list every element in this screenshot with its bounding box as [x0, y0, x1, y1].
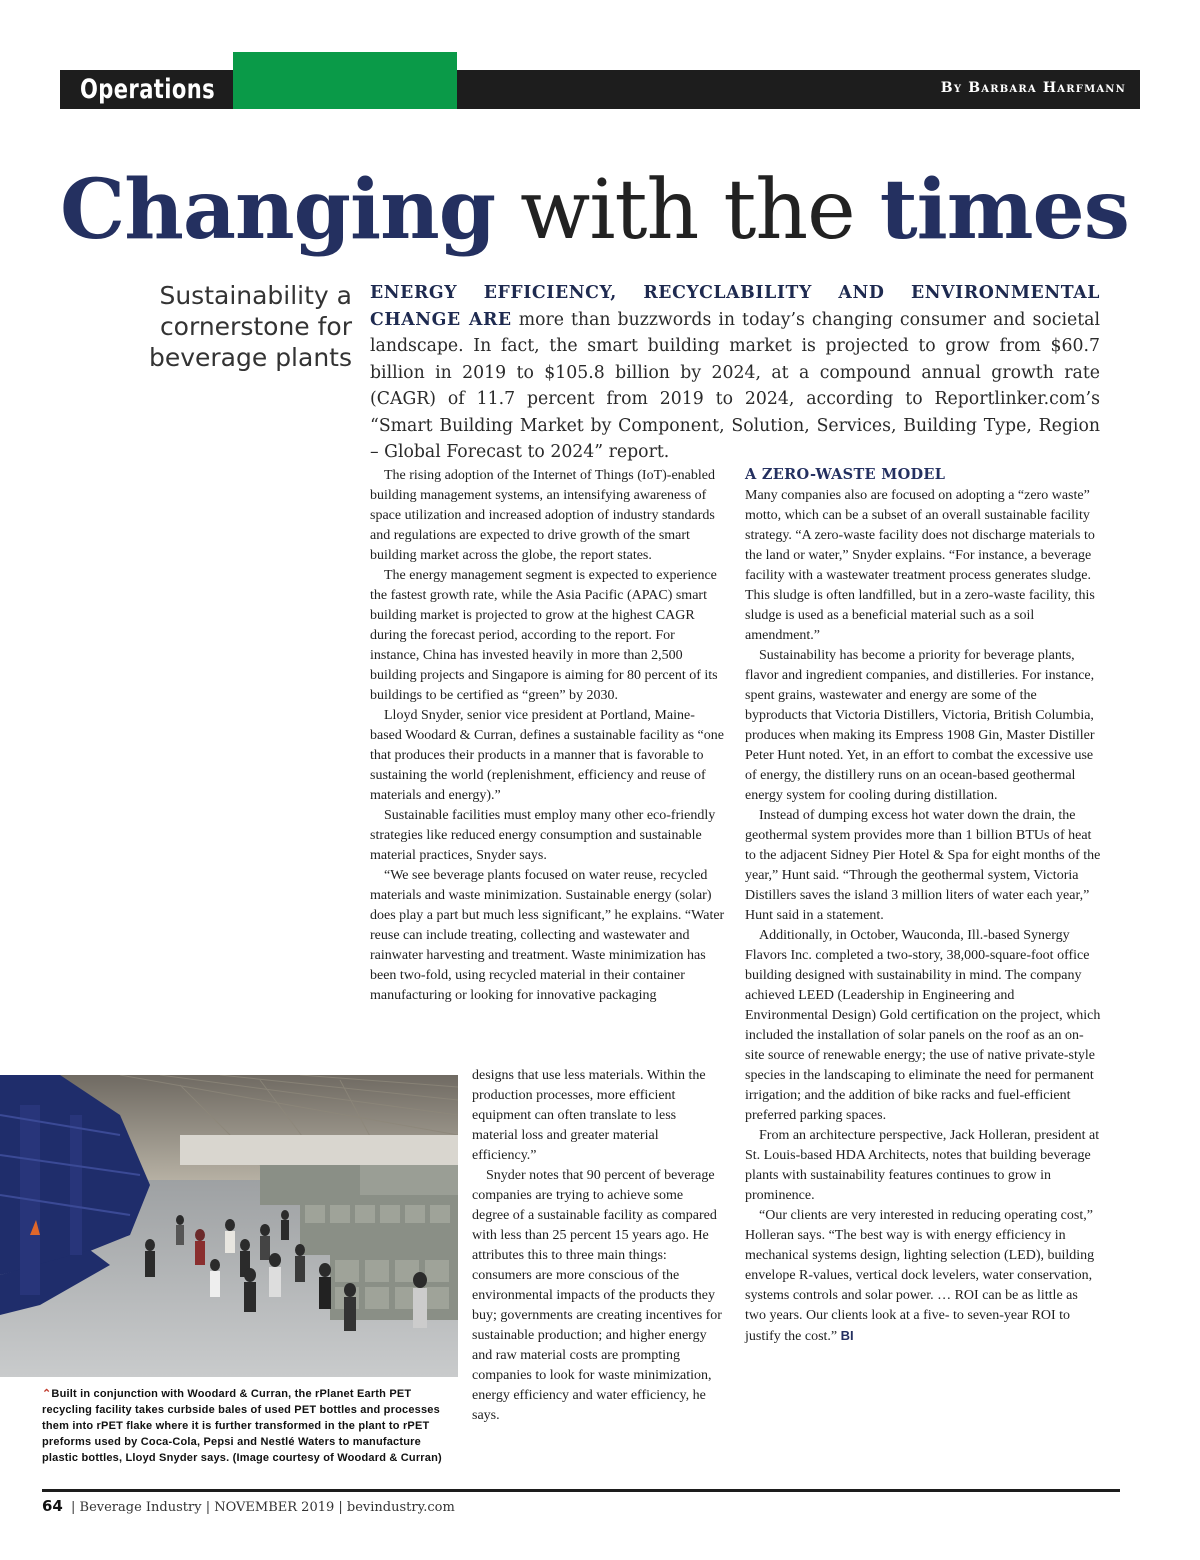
intro-paragraph — [370, 280, 1100, 466]
paragraph: The energy management segment is expected to experience the fastest growth rate, while the Asia Pacific (APAC) smart building market is projected to grow at the highest CAGR during the forecast period, according to the report. For instance, China has invested heavily in more than 2,500 building projects and Singapore is aiming for 80 percent of its buildings to be certified as “green” by 2030. — [370, 568, 718, 703]
paragraph-text: “Our clients are very interested in reducing operating cost,” Holleran says. “The best way is with energy efficiency in mechanical systems design, lighting selection (LED), building envelope R-values, vertical dock levelers, water conservation, systems controls and solar power. … ROI can be as little as two years. Our clients look at a five- to seven-year ROI to justify the cost.” — [745, 1208, 1095, 1344]
article-subtitle: Sustainability a cornerstone for beverage plants — [148, 281, 352, 372]
footer-publication: | Beverage Industry | NOVEMBER 2019 | bevindustry.com — [71, 1500, 455, 1515]
paragraph — [745, 1206, 1101, 1347]
paragraph: Instead of dumping excess hot water down the drain, the geothermal system provides more than 1 billion BTUs of heat to the adjacent Sidney Pier Hotel & Spa for eight months of the year,” Hunt said. “Through the geothermal system, Victoria Distillers saves the island 3 million liters of water each year,” Hunt said in a statement. — [745, 808, 1101, 923]
paragraph: Additionally, in October, Wauconda, Ill.-based Synergy Flavors Inc. completed a two-story, 38,000-square-foot office building designed with sustainability in mind. The company achieved LEED (Leadership in Engineering and Environmental Design) Gold certification on the project, which included the installation of solar panels on the roof as an on-site source of renewable energy; the use of native private-style species in the landscaping to eliminate the need for permanent irrigation; and the addition of bike racks and fuel-efficient preferred parking spaces. — [745, 928, 1101, 1123]
title-part-with-the: with the — [495, 163, 880, 258]
body-column-3 — [745, 466, 1101, 1347]
title-part-times: times — [879, 162, 1129, 258]
paragraph: designs that use less materials. Within the production processes, more efficient equipment can often translate to less material loss and greater material efficiency.” — [472, 1068, 706, 1163]
paragraph: Sustainable facilities must employ many other eco-friendly strategies like reduced energy consumption and sustainable material practices, Snyder says. — [370, 808, 716, 863]
footer-rule — [42, 1489, 1120, 1492]
title-part-changing: Changing — [60, 162, 496, 258]
section-label: Operations — [80, 74, 216, 105]
caption-text: Built in conjunction with Woodard & Curran, the rPlanet Earth PET recycling facility takes curbside bales of used PET bottles and processes them into rPET flake where it is further transformed in the plant to rPET preforms used by Coca-Cola, Pepsi and Nestlé Waters to manufacture plastic bottles, Lloyd Snyder says. (Image courtesy of Woodard & Curran) — [42, 1388, 442, 1464]
recycling-facility-photo — [0, 1075, 458, 1377]
header-accent-block — [233, 52, 457, 109]
photo-illustration — [0, 1075, 458, 1377]
photo-caption — [42, 1386, 458, 1466]
body-column-1 — [370, 466, 726, 1006]
byline: By Barbara Harfmann — [940, 80, 1126, 96]
intro-rest: more than buzzwords in today’s changing consumer and societal landscape. In fact, the smart building market is projected to grow from $60.7 billion in 2019 to $105.8 billion by 2024, at a compound annual growth rate (CAGR) of 11.7 percent from 2019 to 2024, according to Reportlinker.com’s “Smart Building Market by Component, Solution, Services, Building Type, Region – Global Forecast to 2024” report. — [370, 309, 1100, 462]
paragraph: The rising adoption of the Internet of Things (IoT)-enabled building management systems, an intensifying awareness of space utilization and increased adoption of industry standards and regulations are expected to drive growth of the smart building market across the globe, the report states. — [370, 468, 715, 563]
page-footer — [42, 1497, 455, 1515]
end-mark: BI — [840, 1328, 854, 1343]
paragraph: Many companies also are focused on adopting a “zero waste” motto, which can be a subset of an overall sustainable facility strategy. “A zero-waste facility does not discharge materials to the land or water,” Snyder explains. “For instance, a beverage facility with a wastewater treatment process generates sludge. This sludge is often landfilled, but in a zero-waste facility, this sludge is used as a beneficial material such as a soil amendment.” — [745, 488, 1095, 643]
paragraph: “We see beverage plants focused on water reuse, recycled materials and waste minimization. Sustainable energy (solar) does play a part but much less significant,” he explains. “Water reuse can include treating, collecting and wastewater and rainwater harvesting and treatment. Waste minimization has been two-fold, using recycled material in their container manufacturing or looking for innovative packaging — [370, 868, 725, 1003]
paragraph: Sustainability has become a priority for beverage plants, flavor and ingredient companies, and distilleries. For instance, spent grains, wastewater and energy are some of the byproducts that Victoria Distillers, Victoria, British Columbia, produces when making its Empress 1908 Gin, Master Distiller Peter Hunt noted. Yet, in an effort to combat the excessive use of energy, the distillery runs on an ocean-based geothermal energy system for cooling during distillation. — [745, 648, 1095, 803]
article-title — [60, 160, 1140, 261]
body-column-2 — [472, 1066, 722, 1426]
paragraph: Lloyd Snyder, senior vice president at Portland, Maine-based Woodard & Curran, defines a sustainable facility as “one that produces their products in a manner that is favorable to sustaining the world (replenishment, efficiency and reuse of materials and energy).” — [370, 708, 724, 803]
page-number: 64 — [42, 1497, 63, 1515]
paragraph: Snyder notes that 90 percent of beverage companies are trying to achieve some degree of a sustainable facility as compared with less than 25 percent 15 years ago. He attributes this to three main things: consumers are more conscious of the environmental impacts of the products they buy; governments are creating incentives for sustainable production; and higher energy and raw material costs are prompting companies to look for waste minimization, energy efficiency and water efficiency, he says. — [472, 1168, 722, 1423]
intro-lead: ENERGY EFFICIENCY, RECYCLABILITY AND ENVIRONMENTAL CHANGE ARE — [370, 283, 1100, 330]
paragraph: From an architecture perspective, Jack Holleran, president at St. Louis-based HDA Architects, notes that building beverage plants with sustainability features continues to grow in prominence. — [745, 1128, 1100, 1203]
caption-arrow-icon: ⌃ — [42, 1388, 52, 1400]
section-subhead: A ZERO-WASTE MODEL — [745, 466, 946, 483]
